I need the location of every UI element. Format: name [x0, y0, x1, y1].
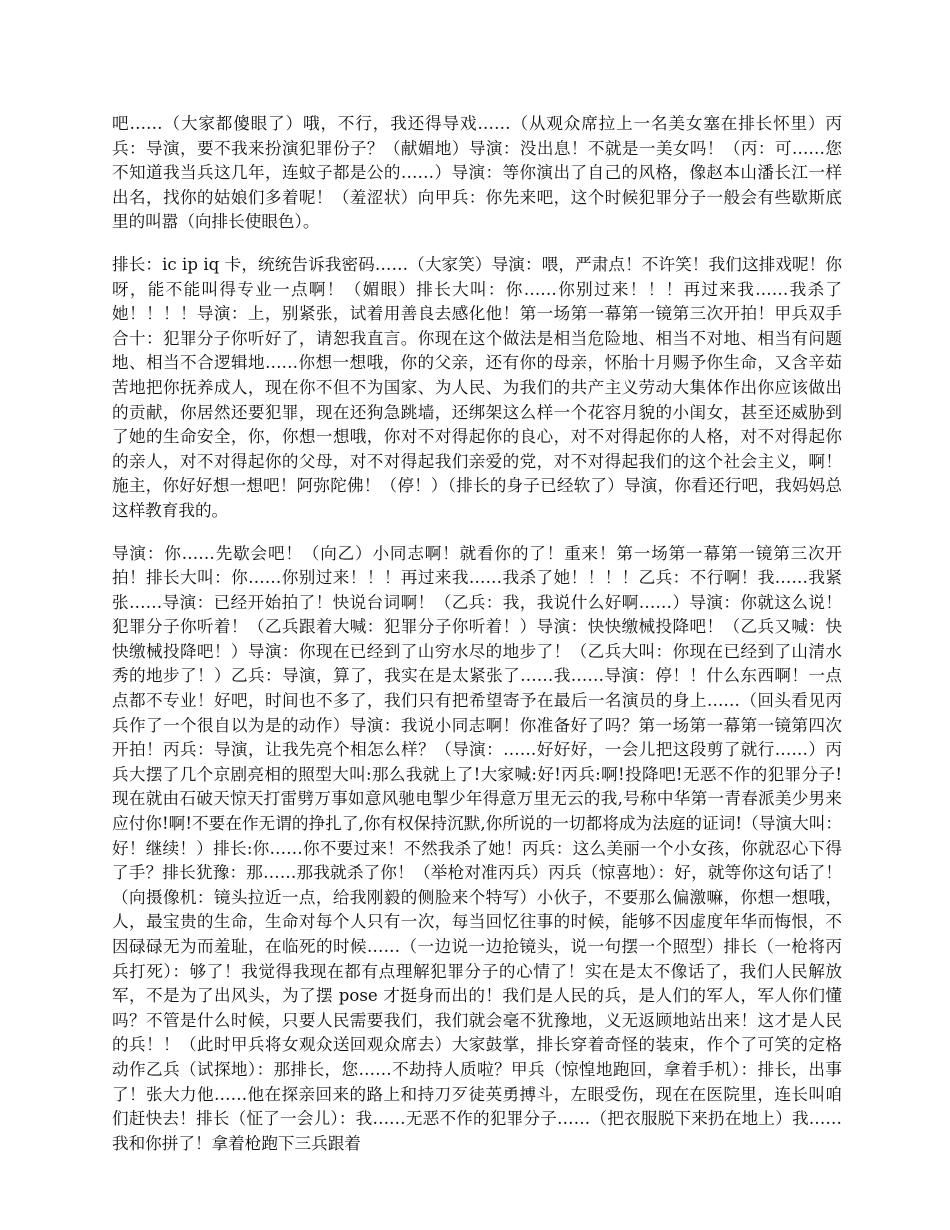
document-body [112, 112, 842, 1174]
paragraph-2: 排长：ic ip iq 卡，统统告诉我密码……（大家笑）导演：喂，严肃点！不许笑！我们这排戏呢！你呀，能不能叫得专业一点啊！（媚眼）排长大叫：你……你别过来！！！再过来我……我杀了她！！！！导演：上，别紧张，试着用善良去感化他！第一场第一幕第一镜第三次开拍！甲兵双手合十：犯罪分子你听好了，请恕我直言。你现在这个做法是相当危险地、相当不对地、相当有问题地、相当不合逻辑地……你想一想哦，你的父亲，还有你的母亲，怀胎十月赐予你生命，又含辛茹苦地把你抚养成人，现在你不但不为国家、为人民、为我们的共产主义劳动大集体作出你应该做出的贡献，你居然还要犯罪，现在还狗急跳墙，还绑架这么样一个花容月貌的小闺女，甚至还威胁到了她的生命安全，你，你想一想哦，你对不对得起你的良心，对不对得起你的人格，对不对得起你的亲人，对不对得起你的父母，对不对得起我们亲爱的党，对不对得起我们的这个社会主义，啊！施主，你好好想一想吧！阿弥陀佛！（停！）（排长的身子已经软了）导演，你看还行吧，我妈妈总这样教育我的。 [112, 254, 842, 520]
paragraph-1: 吧……（大家都傻眼了）哦，不行，我还得导戏……（从观众席拉上一名美女塞在排长怀里）丙兵：导演，要不我来扮演犯罪份子？（献媚地）导演：没出息！不就是一美女吗！（丙：可……您不知道我当兵这几年，连蚊子都是公的……）导演：等你演出了自己的风格，像赵本山潘长江一样出名，找你的姑娘们多着呢！（羞涩状）向甲兵：你先来吧，这个时候犯罪分子一般会有些歇斯底里的叫嚣（向排长使眼色）。 [112, 114, 842, 232]
paragraph-3: 导演：你……先歇会吧！（向乙）小同志啊！就看你的了！重来！第一场第一幕第一镜第三次开拍！排长大叫：你……你别过来！！！再过来我……我杀了她！！！！乙兵：不行啊！我……我紧张……导演：已经开始拍了！快说台词啊！（乙兵：我，我说什么好啊……）导演：你就这么说！犯罪分子你听着！（乙兵跟着大喊：犯罪分子你听着！）导演：快快缴械投降吧！（乙兵又喊：快快缴械投降吧！）导演：你现在已经到了山穷水尽的地步了！（乙兵大叫：你现在已经到了山清水秀的地步了！）乙兵：导演，算了，我实在是太紧张了……我……导演：停！！什么东西啊！一点点都不专业！好吧，时间也不多了，我们只有把希望寄予在最后一名演员的身上……（回头看见丙兵作了一个很自以为是的动作）导演：我说小同志啊！你准备好了吗？第一场第一幕第一镜第四次开拍！丙兵：导演，让我先亮个相怎么样？（导演：……好好好，一会儿把这段剪了就行……）丙兵大摆了几个京剧亮相的照型大叫:那么我就上了!大家喊:好!丙兵:啊!投降吧!无恶不作的犯罪分子!现在就由石破天惊天打雷劈万事如意风驰电掣少年得意万里无云的我,号称中华第一青春派美少男来应付你!啊!不要在作无谓的挣扎了,你有权保持沉默,你所说的一切都将成为法庭的证词!（导演大叫：好！继续！）排长:你……你不要过来！不然我杀了她！丙兵：这么美丽一个小女孩，你就忍心下得了手？排长犹豫：那……那我就杀了你！（举枪对准丙兵）丙兵（惊喜地）：好，就等你这句话了！（向摄像机：镜头拉近一点，给我刚毅的侧脸来个特写）小伙子，不要那么偏激嘛，你想一想哦，人，最宝贵的生命，生命对每个人只有一次，每当回忆往事的时候，能够不因虚度年华而悔恨，不因碌碌无为而羞耻，在临死的时候……（一边说一边抢镜头，说一句摆一个照型）排长（一枪将丙兵打死）：够了！我觉得我现在都有点理解犯罪分子的心情了！实在是太不像话了，我们人民解放军，不是为了出风头，为了摆 pose 才挺身而出的！我们是人民的兵，是人们的军人，军人你们懂吗？不管是什么时候，只要人民需要我们，我们就会毫不犹豫地，义无返顾地站出来！这才是人民的兵！！（此时甲兵将女观众送回观众席去）大家鼓掌，排长穿着奇怪的装束，作个了可笑的定格动作乙兵（试探地）：那排长，您……不劫持人质啦？甲兵（惊惶地跑回，拿着手机）：排长，出事了！张大力他……他在探亲回来的路上和持刀歹徒英勇搏斗，左眼受伤，现在在医院里，连长叫咱们赶快去！排长（怔了一会儿）：我……无恶不作的犯罪分子……（把衣服脱下来扔在地上）我……我和你拼了！拿着枪跑下三兵跟着 [112, 543, 842, 1153]
